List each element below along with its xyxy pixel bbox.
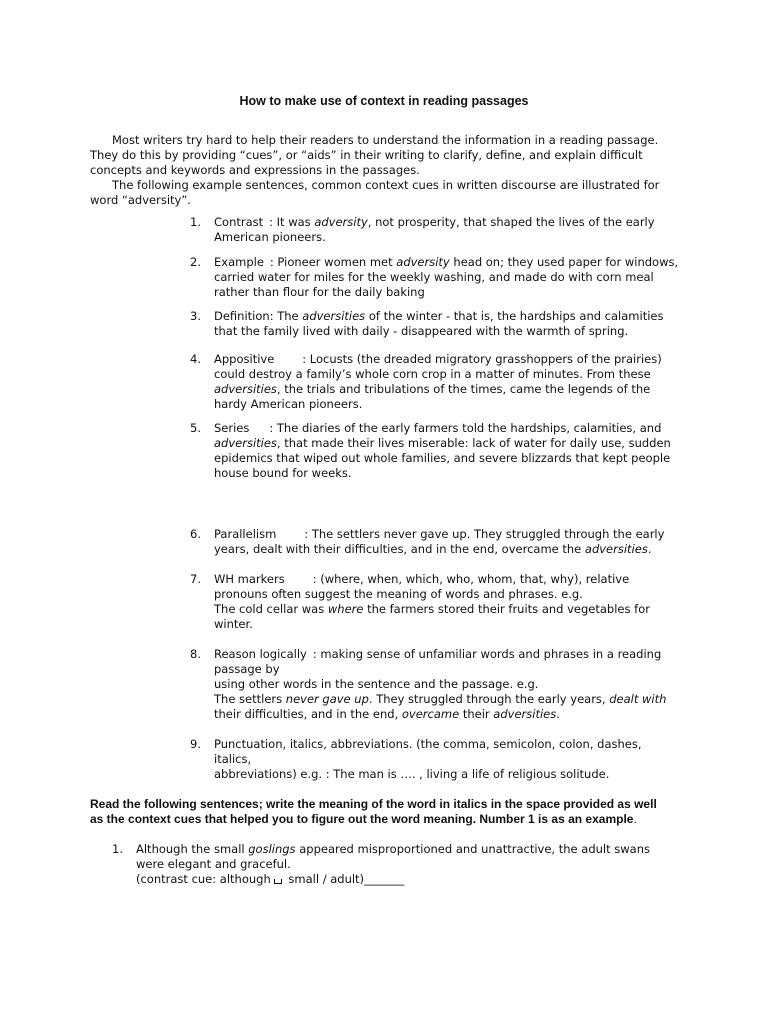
item-label: Contrast [214, 215, 264, 229]
item-number: 3. [190, 309, 201, 323]
item-label: Example [214, 255, 264, 269]
item-label: Punctuation, italics, abbreviations. [214, 737, 413, 751]
list-item-definition: 3. Definition: The adversities of the winter - that is, the hardships and calamities that the family lived with daily - disappeared with the warmth of spring. [190, 309, 664, 338]
item-number: 1. [112, 842, 123, 856]
list-item-reason-logically: 8. Reason logically : making sense of unfamiliar words and phrases in a reading passage by using other words in the sentence and the passage. e.g. The settlers never gave up. They struggled through the early years, dealt with their difficulties, and in the end, overcame their adversities. [190, 647, 667, 721]
page-title: How to make use of context in reading passages [239, 94, 529, 108]
intro-paragraph-2: The following example sentences, common context cues in written discourse are illustrated for word “adversity”. [90, 178, 660, 207]
intro-section [90, 133, 690, 208]
item-label: Series [214, 421, 250, 435]
item-number: 4. [190, 352, 201, 366]
item-label: WH markers [214, 572, 285, 586]
item-number: 6. [190, 527, 201, 541]
item-label: Definition [214, 309, 270, 323]
item-number: 8. [190, 647, 201, 661]
item-number: 9. [190, 737, 201, 751]
item-label: Appositive [214, 352, 275, 366]
item-number: 1. [190, 215, 201, 229]
list-item-example: 2. Example : Pioneer women met adversity head on; they used paper for windows, carried water for miles for the weekly washing, and made do with corn meal rather than flour for the daily baking [190, 255, 679, 299]
exercise-item-1: 1. Although the small goslings appeared misproportioned and unattractive, the adult swans were elegant and graceful. (contrast cue: although small / adult)_______ [112, 842, 650, 886]
item-number: 7. [190, 572, 201, 586]
list-item-wh-markers: 7. WH markers : (where, when, which, who, whom, that, why), relative pronouns often suggest the meaning of words and phrases. e.g. The cold cellar was where the farmers stored their fruits and vegetables for winter. [190, 572, 650, 631]
exercise-instructions: Read the following sentences; write the meaning of the word in italics in the space provided as well as the context cues that helped you to figure out the word meaning. Number 1 is as an example. [90, 797, 657, 826]
item-label: Reason logically [214, 647, 307, 661]
list-item-appositive: 4. Appositive : Locusts (the dreaded migratory grasshoppers of the prairies) could destroy a family’s whole corn crop in a matter of minutes. From these adversities, the trials and tribulations of the times, came the legends of the hardy American pioneers. [190, 352, 662, 411]
item-number: 2. [190, 255, 201, 269]
list-item-punctuation: 9. Punctuation, italics, abbreviations. (the comma, semicolon, colon, dashes, italics, abbreviations) e.g. : The man is …. , living a life of religious solitude. [190, 737, 642, 781]
item-label: Parallelism [214, 527, 277, 541]
list-item-contrast: 1. Contrast : It was adversity, not prosperity, that shaped the lives of the early American pioneers. [190, 215, 655, 244]
intro-paragraph-1: Most writers try hard to help their readers to understand the information in a reading passage. They do this by providing “cues”, or “aids” in their writing to clarify, define, and explain difficult concepts and keywords and expressions in the passages. [90, 133, 659, 177]
list-item-series: 5. Series : The diaries of the early farmers told the hardships, calamities, and adversities, that made their lives miserable: lack of water for daily use, sudden epidemics that wiped out whole families, and severe blizzards that kept people house bound for weeks. [190, 421, 671, 480]
list-item-parallelism: 6. Parallelism : The settlers never gave up. They struggled through the early years, dealt with their difficulties, and in the end, overcame the adversities. [190, 527, 665, 556]
item-number: 5. [190, 421, 201, 435]
blank-box-icon [274, 879, 282, 884]
